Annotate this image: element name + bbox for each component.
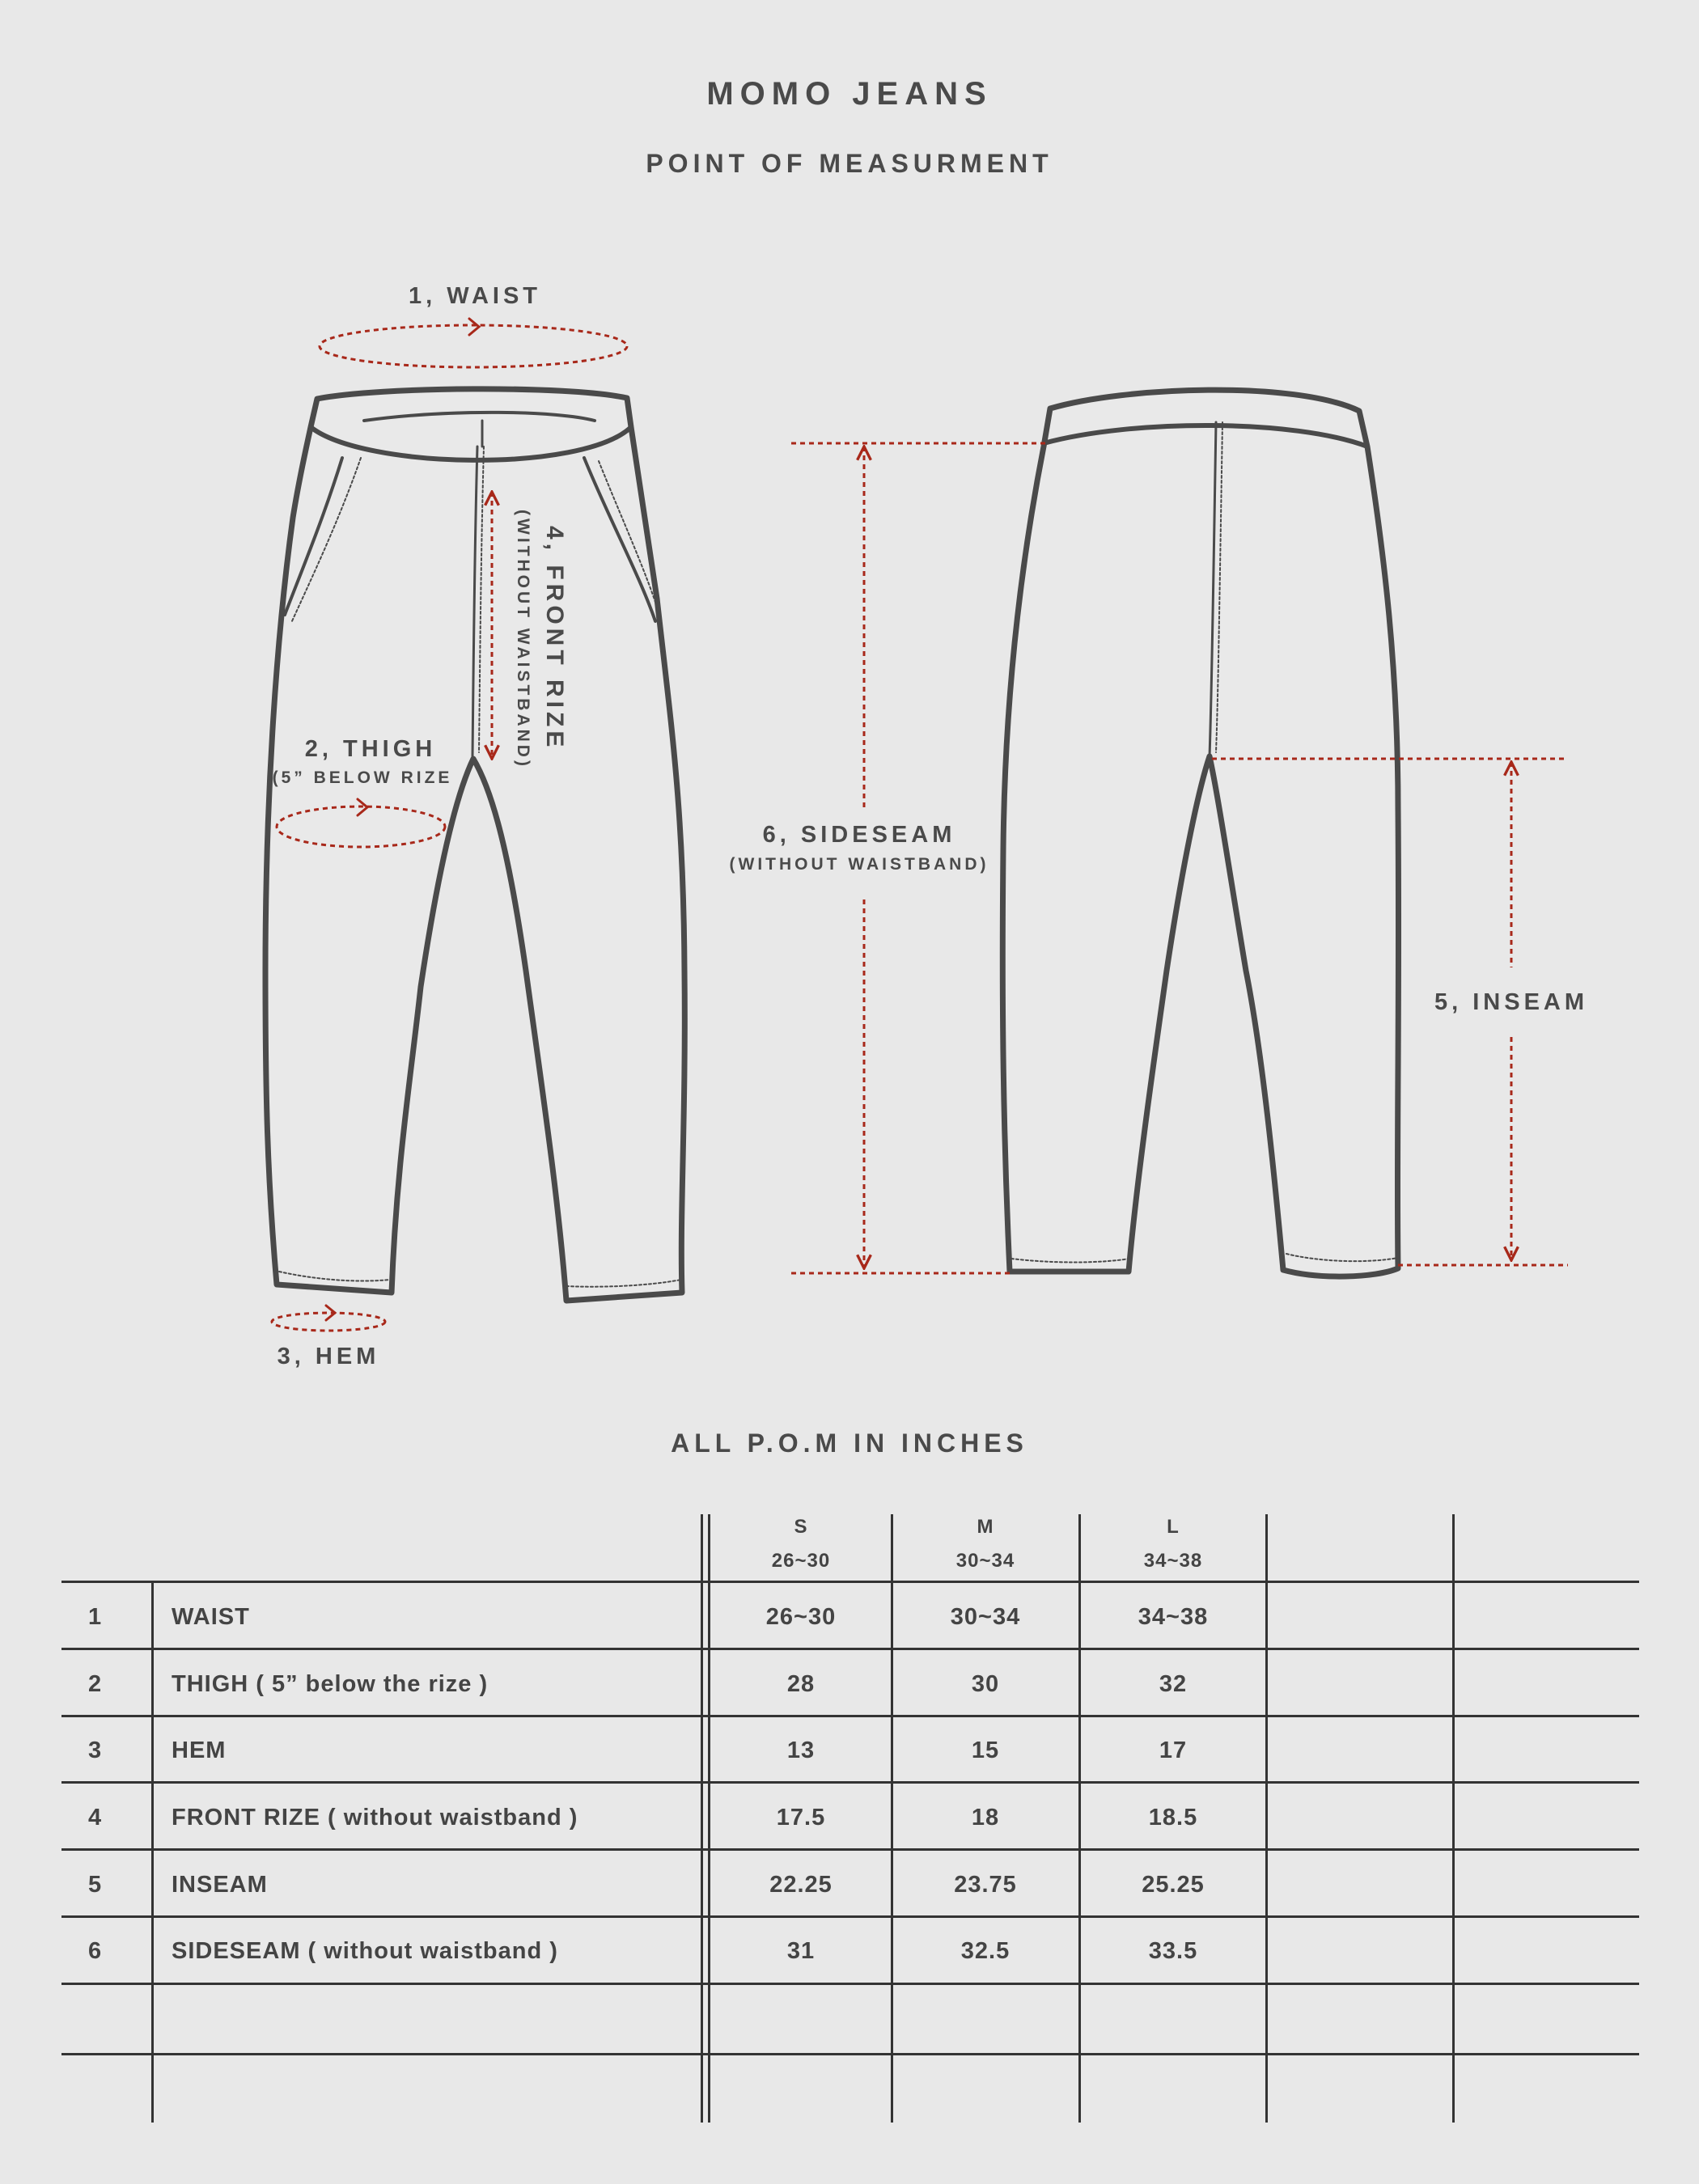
table-rule (61, 1581, 1639, 1583)
value-s: 17.5 (776, 1805, 826, 1831)
hem-measure-ellipse (272, 1313, 385, 1331)
value-l: 32 (1159, 1671, 1188, 1697)
value-m: 32.5 (960, 1938, 1011, 1964)
value-m: 18 (971, 1805, 1000, 1831)
value-m: 30 (971, 1671, 1000, 1697)
value-s: 26~30 (765, 1604, 837, 1630)
row-name: WAIST (172, 1604, 250, 1630)
value-s: 22.25 (769, 1872, 833, 1898)
row-name: FRONT RIZE ( without waistband ) (172, 1805, 578, 1831)
waist-label: 1, WAIST (408, 283, 542, 309)
table-column-rule (1265, 1514, 1268, 2123)
table-rule (61, 1648, 1639, 1650)
row-name: HEM (172, 1737, 227, 1763)
row-name: SIDESEAM ( without waistband ) (172, 1938, 558, 1964)
back-pants-outline (1002, 390, 1398, 1276)
row-name: THIGH ( 5” below the rize ) (172, 1671, 489, 1697)
size-header-l: L (1167, 1516, 1180, 1538)
row-number: 1 (88, 1604, 103, 1630)
size-header-m: M (977, 1516, 994, 1538)
row-name: INSEAM (172, 1872, 268, 1898)
row-number: 3 (88, 1737, 103, 1763)
value-m: 15 (971, 1737, 1000, 1763)
table-rule (61, 1781, 1639, 1784)
table-rule (61, 2053, 1639, 2055)
row-number: 5 (88, 1872, 103, 1898)
table-column-rule (708, 1514, 710, 2123)
front-pants-outline (265, 389, 684, 1301)
value-m: 23.75 (954, 1872, 1017, 1898)
page-subtitle: POINT OF MEASURMENT (646, 149, 1053, 178)
size-header-s: S (794, 1516, 808, 1538)
units-title: ALL P.O.M IN INCHES (671, 1428, 1028, 1458)
table-column-rule (1452, 1514, 1455, 2123)
table-column-rule (701, 1514, 703, 2123)
thigh-note-label: (5” BELOW RIZE (272, 768, 453, 787)
value-s: 28 (786, 1671, 816, 1697)
sideseam-label: 6, SIDESEAM (762, 822, 956, 848)
size-range-l: 34~38 (1143, 1550, 1203, 1572)
front-rize-note-label: (WITHOUT WAISTBAND) (514, 510, 532, 769)
value-l: 25.25 (1142, 1872, 1205, 1898)
row-number: 2 (88, 1671, 103, 1697)
table-rule (61, 1983, 1639, 1985)
sideseam-note-label: (WITHOUT WAISTBAND) (729, 855, 989, 874)
value-s: 31 (786, 1938, 816, 1964)
table-rule (61, 1915, 1639, 1918)
table-column-rule (151, 1581, 154, 2123)
inseam-label: 5, INSEAM (1434, 989, 1589, 1015)
hem-label: 3, HEM (277, 1344, 380, 1369)
thigh-label: 2, THIGH (304, 736, 437, 762)
size-range-m: 30~34 (955, 1550, 1015, 1572)
front-rize-label: 4, FRONT RIZE (541, 526, 568, 751)
value-l: 34~38 (1138, 1604, 1209, 1630)
value-l: 18.5 (1148, 1805, 1198, 1831)
table-rule (61, 1848, 1639, 1851)
row-number: 6 (88, 1938, 103, 1964)
size-range-s: 26~30 (771, 1550, 831, 1572)
page-title: MOMO JEANS (706, 76, 993, 112)
table-rule (61, 1715, 1639, 1717)
waist-arrow-icon (469, 319, 479, 335)
value-m: 30~34 (950, 1604, 1021, 1630)
value-s: 13 (786, 1737, 816, 1763)
value-l: 33.5 (1148, 1938, 1198, 1964)
value-l: 17 (1159, 1737, 1188, 1763)
hem-arrow-icon (326, 1306, 335, 1320)
row-number: 4 (88, 1805, 103, 1831)
